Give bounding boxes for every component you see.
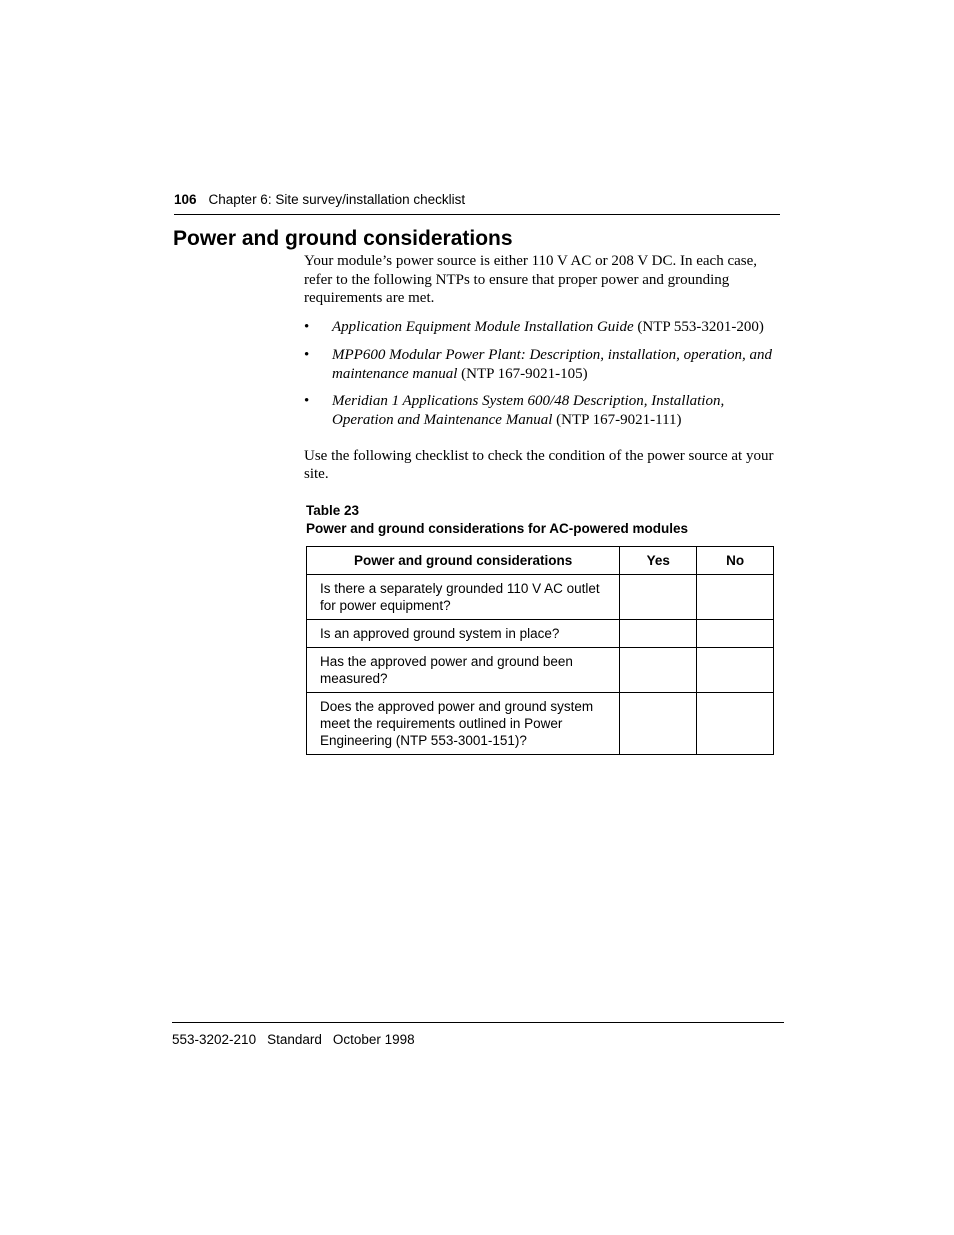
ntp-list — [304, 318, 782, 430]
doc-status: Standard — [267, 1032, 322, 1047]
header-consideration: Power and ground considerations — [307, 547, 620, 575]
table-header-row — [307, 547, 774, 575]
yes-cell — [620, 620, 697, 648]
header-no: No — [697, 547, 774, 575]
ntp-number: (NTP 167-9021-105) — [461, 365, 588, 382]
consideration-cell: Is an approved ground system in place? — [307, 620, 620, 648]
ntp-title: Meridian 1 Applications System 600/48 Description, Installation, Operation and Maintenance Manual — [332, 393, 725, 428]
no-cell — [697, 648, 774, 693]
list-item — [304, 318, 782, 337]
table-row — [307, 575, 774, 620]
ntp-number: (NTP 553-3201-200) — [637, 319, 764, 336]
running-header — [174, 192, 780, 215]
yes-cell — [620, 575, 697, 620]
checklist-table — [306, 546, 774, 755]
intro-paragraph: Your module’s power source is either 110 V AC or 208 V DC. In each case, refer to the following NTPs to ensure that proper power and grounding requirements are met. — [304, 253, 758, 307]
table-title: Power and ground considerations for AC-powered modules — [306, 521, 689, 536]
no-cell — [697, 620, 774, 648]
checklist-intro: Use the following checklist to check the condition of the power source at your site. — [304, 447, 774, 483]
no-cell — [697, 575, 774, 620]
list-item — [304, 392, 782, 429]
running-footer — [172, 1022, 784, 1048]
chapter-title: Chapter 6: Site survey/installation checklist — [208, 192, 466, 207]
ntp-title: MPP600 Modular Power Plant: Description, installation, operation, and maintenance manual — [332, 346, 772, 382]
table-caption — [306, 502, 688, 538]
ntp-title: Application Equipment Module Installation Guide — [332, 319, 634, 336]
ntp-number: (NTP 167-9021-111) — [556, 411, 682, 428]
yes-cell — [620, 648, 697, 693]
doc-date: October 1998 — [332, 1032, 415, 1047]
table-row — [307, 648, 774, 693]
section-title: Power and ground considerations — [173, 227, 513, 250]
list-item — [304, 346, 782, 383]
table-label: Table 23 — [306, 503, 360, 518]
bullet-icon: • — [304, 346, 310, 363]
no-cell — [697, 693, 774, 755]
body-column — [304, 252, 782, 484]
bullet-icon: • — [304, 393, 310, 410]
doc-number: 553-3202-210 — [172, 1032, 257, 1047]
page-number: 106 — [174, 192, 197, 207]
table-row — [307, 620, 774, 648]
header-yes: Yes — [620, 547, 697, 575]
table-row — [307, 693, 774, 755]
consideration-cell: Does the approved power and ground system meet the requirements outlined in Power Engineering (NTP 553-3001-151)? — [307, 693, 620, 755]
yes-cell — [620, 693, 697, 755]
consideration-cell: Has the approved power and ground been measured? — [307, 648, 620, 693]
consideration-cell: Is there a separately grounded 110 V AC outlet for power equipment? — [307, 575, 620, 620]
bullet-icon: • — [304, 319, 310, 336]
